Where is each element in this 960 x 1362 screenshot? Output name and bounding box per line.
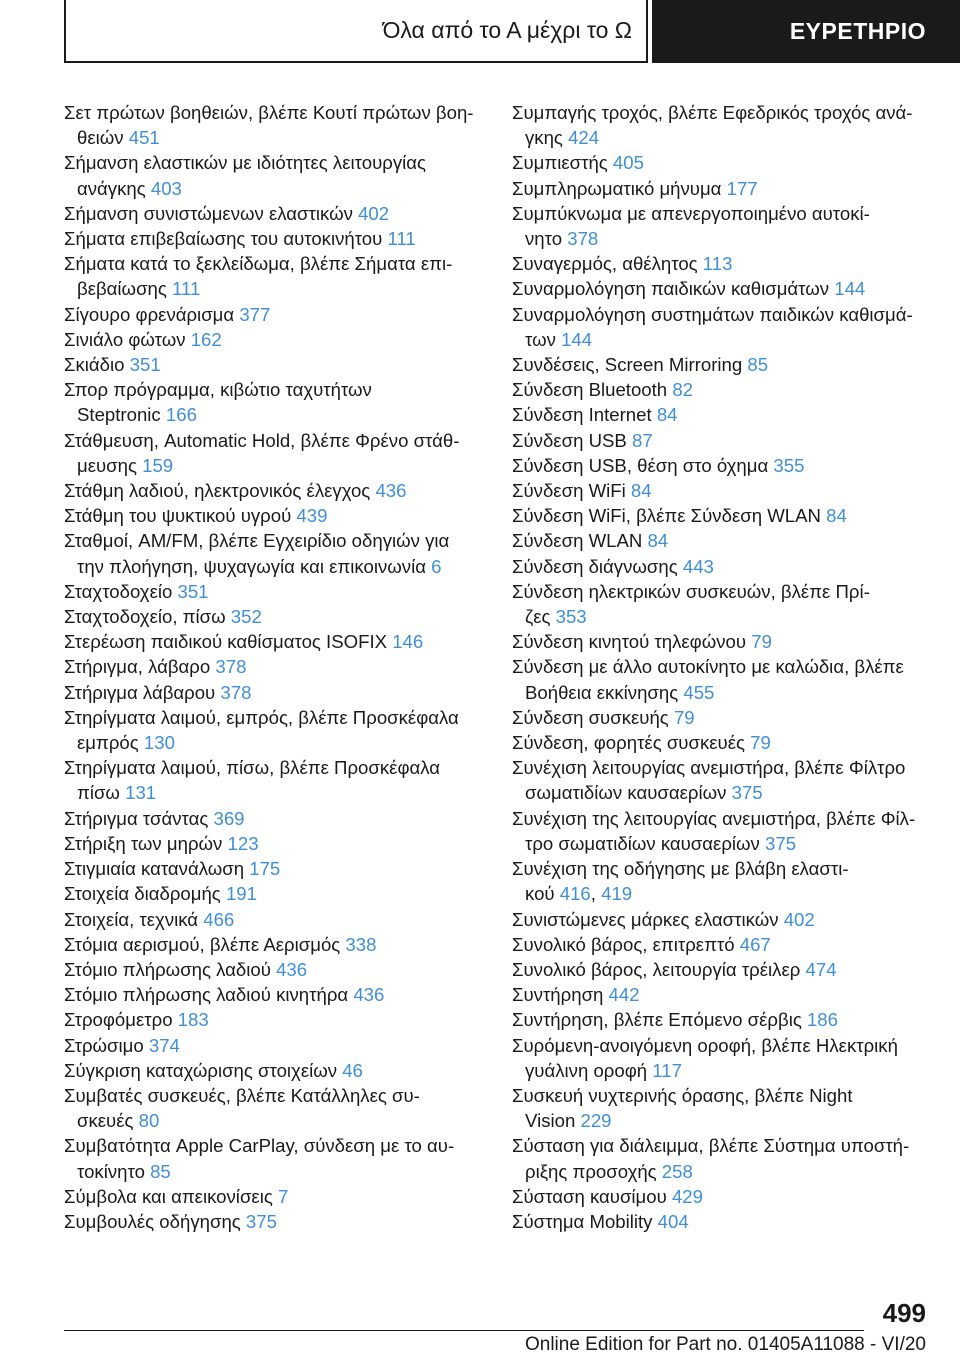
index-term: Σύγκριση καταχώρισης στοιχείων <box>64 1059 343 1081</box>
index-entry <box>512 251 932 276</box>
index-term: Συνιστώμενες μάρκες ελαστικών <box>512 908 784 930</box>
index-term: Σύνδεση ηλεκτρικών συσκευών, βλέπε Πρί‐ ζες <box>512 580 870 628</box>
index-term: Συμβατότητα Apple CarPlay, σύνδεση με το αυ‐ τοκίνητο <box>64 1135 455 1182</box>
page-reference-link[interactable]: 177 <box>726 177 758 199</box>
index-entry <box>64 1083 484 1133</box>
page-reference-link[interactable]: 355 <box>773 454 805 476</box>
index-entry <box>64 1133 484 1183</box>
index-term: Συναγερμός, αθέλητος <box>512 253 703 275</box>
index-term: Σύνδεση USB <box>512 429 632 451</box>
index-entry <box>64 1007 484 1032</box>
index-term: Συναρμολόγηση παιδικών καθισμάτων <box>512 278 835 300</box>
index-term: Σετ πρώτων βοηθειών, βλέπε Κουτί πρώτων βοη‐ θειών <box>64 102 474 149</box>
index-term: Στοιχεία διαδρομής <box>64 883 226 905</box>
index-term: Σινιάλο φώτων <box>64 328 191 350</box>
page-reference-link[interactable]: 404 <box>657 1210 689 1232</box>
page-reference-link[interactable]: 79 <box>750 732 771 754</box>
index-entry <box>512 730 932 755</box>
page-reference-link[interactable]: 258 <box>661 1160 693 1182</box>
page-reference-link[interactable]: 84 <box>647 530 669 552</box>
page-reference-link[interactable]: 123 <box>227 832 259 854</box>
index-entry <box>512 276 932 301</box>
index-term: Σύνδεση WiFi, βλέπε Σύνδεση WLAN <box>512 505 827 527</box>
index-entry <box>64 579 484 604</box>
index-term: Σύσταση για διάλειμμα, βλέπε Σύστημα υποστή‐ ριξης προσοχής <box>512 1135 910 1182</box>
page-reference-link[interactable]: 85 <box>150 1160 171 1182</box>
page-reference-link[interactable]: 474 <box>805 958 837 980</box>
index-term: Σταχτοδοχείο, πίσω <box>64 606 231 628</box>
index-entry <box>64 377 484 427</box>
index-entry <box>64 1033 484 1058</box>
index-term: Συντήρηση, βλέπε Επόμενο σέρβις <box>512 1009 807 1031</box>
index-term: Συμβουλές οδήγησης <box>64 1210 246 1232</box>
index-entry <box>64 478 484 503</box>
index-entry <box>64 226 484 251</box>
index-term: Συνέχιση της λειτουργίας ανεμιστήρα, βλέπε Φίλ‐ τρο σωματιδίων καυσαερίων <box>512 807 916 854</box>
index-entry <box>512 705 932 730</box>
index-term: Συνέχιση λειτουργίας ανεμιστήρα, βλέπε Φίλτρο σωματιδίων καυσαερίων <box>512 757 906 804</box>
header-section-tab[interactable] <box>652 0 960 63</box>
index-entry <box>512 528 932 553</box>
page-reference-link[interactable]: 353 <box>555 606 587 628</box>
index-term: Συμπληρωματικό μήνυμα <box>512 177 727 199</box>
index-entry <box>512 302 932 352</box>
page-reference-link[interactable]: 84 <box>826 505 847 527</box>
index-entry <box>512 150 932 175</box>
page-reference-link[interactable]: 159 <box>142 454 174 476</box>
index-entry <box>64 881 484 906</box>
page-reference-link[interactable]: 186 <box>806 1009 838 1031</box>
index-entry <box>64 201 484 226</box>
index-entry <box>512 554 932 579</box>
index-term: Σκιάδιο <box>64 354 130 376</box>
page-reference-link[interactable]: 378 <box>215 656 247 678</box>
index-entry <box>64 755 484 805</box>
page-reference-link[interactable]: 378 <box>220 681 252 703</box>
page-reference-link[interactable]: 183 <box>177 1009 209 1031</box>
index-entry <box>64 604 484 629</box>
index-term: Σύνδεση κινητού τηλεφώνου <box>512 631 752 653</box>
index-entry <box>64 528 484 578</box>
page-reference-link[interactable]: 84 <box>656 404 678 426</box>
index-term: Συντήρηση <box>512 984 609 1006</box>
page-reference-link[interactable]: 402 <box>358 202 390 224</box>
index-term: Σήμανση ελαστικών με ιδιότητες λειτουργίας ανάγκης <box>64 152 426 199</box>
page-reference-link[interactable]: 429 <box>671 1185 703 1207</box>
index-term: Σταθμοί, AM/FM, βλέπε Εγχειρίδιο οδηγιών για την πλοήγηση, ψυχαγωγία και επικοινωνία <box>64 530 450 577</box>
page-reference-link[interactable]: 82 <box>672 379 694 401</box>
page-reference-link[interactable]: 79 <box>673 706 695 728</box>
index-entry <box>512 1184 932 1209</box>
index-term: Σύνδεση USB, θέση στο όχημα <box>512 454 774 476</box>
index-term: Σύνδεση συσκευής <box>512 706 674 728</box>
index-term: Σήματα επιβεβαίωσης του αυτοκινήτου <box>64 228 388 250</box>
index-entry <box>64 831 484 856</box>
index-entry <box>64 150 484 200</box>
page-reference-link[interactable]: 338 <box>345 933 377 955</box>
index-entry <box>512 755 932 805</box>
page-reference-link[interactable]: 419 <box>601 883 633 905</box>
index-entry <box>64 352 484 377</box>
index-term: Σύνδεση, φορητές συσκευές <box>512 732 751 754</box>
section-label: ΕΥΡΕΤΗΡΙΟ <box>789 18 926 44</box>
page-reference-link[interactable]: 436 <box>375 480 407 502</box>
index-term: Σύνδεση Internet <box>512 404 657 426</box>
page-reference-link[interactable]: 375 <box>245 1210 277 1232</box>
index-term: Στηρίγματα λαιμού, εμπρός, βλέπε Προσκέφαλα εμπρός <box>64 706 459 754</box>
page-reference-link[interactable]: 402 <box>783 908 815 930</box>
index-entry <box>512 402 932 427</box>
index-term: Στήριξη των μηρών <box>64 832 228 854</box>
index-entry <box>64 327 484 352</box>
index-entry <box>64 100 484 150</box>
index-entry <box>64 302 484 327</box>
page-reference-link[interactable]: 467 <box>739 933 771 955</box>
index-term: Συρόμενη-ανοιγόμενη οροφή, βλέπε Ηλεκτρική γυάλινη οροφή <box>512 1034 898 1081</box>
index-term: Σήματα κατά το ξεκλείδωμα, βλέπε Σήματα επι‐ βεβαίωσης <box>64 253 453 300</box>
page-reference-link[interactable]: 79 <box>751 631 772 653</box>
index-entry <box>512 176 932 201</box>
index-term: Συνολικό βάρος, λειτουργία τρέιλερ <box>512 958 806 980</box>
index-entry <box>64 705 484 755</box>
index-term: Σύνδεση Bluetooth <box>512 379 673 401</box>
index-term: Στιγμιαία κατανάλωση <box>64 858 250 880</box>
index-term: Στάθμη λαδιού, ηλεκτρονικός έλεγχος <box>64 480 376 502</box>
index-entry <box>512 1083 932 1133</box>
index-entry <box>512 907 932 932</box>
page-reference-link[interactable]: 416 <box>559 883 591 905</box>
index-term: Συνολικό βάρος, επιτρεπτό <box>512 933 740 955</box>
index-term: Στρώσιμο <box>64 1034 149 1056</box>
page-reference-link[interactable]: 451 <box>128 127 160 149</box>
index-term: Συνδέσεις, Screen Mirroring <box>512 354 748 376</box>
page-reference-link[interactable]: 6 <box>431 555 442 577</box>
index-term: Σύνδεση διάγνωσης <box>512 555 683 577</box>
page-reference-link[interactable]: 113 <box>702 253 733 275</box>
index-entry <box>64 957 484 982</box>
page-reference-link[interactable]: 375 <box>731 782 763 804</box>
page-reference-link[interactable]: 166 <box>165 404 197 426</box>
page-reference-link[interactable]: 403 <box>150 177 182 199</box>
index-entry <box>64 654 484 679</box>
page-reference-link[interactable]: 144 <box>834 278 866 300</box>
page-reference-link[interactable]: 111 <box>387 228 416 250</box>
index-term: Στάθμη του ψυκτικού υγρού <box>64 505 297 527</box>
index-term: Σταχτοδοχείο <box>64 580 178 602</box>
index-term: Σπορ πρόγραμμα, κιβώτιο ταχυτήτων Steptronic <box>64 379 372 426</box>
page-reference-link[interactable]: 175 <box>249 858 281 880</box>
index-entry <box>512 957 932 982</box>
footer-edition: Online Edition for Part no. 01405A11088 - VI/20 <box>524 1334 926 1355</box>
index-term: Στερέωση παιδικού καθίσματος ISOFIX <box>64 631 393 653</box>
header-breadcrumb[interactable] <box>64 0 648 63</box>
page-reference-link[interactable]: 405 <box>612 152 644 174</box>
index-term: Σύμβολα και απεικονίσεις <box>64 1185 278 1207</box>
index-term: Στροφόμετρο <box>64 1009 178 1031</box>
page-reference-link[interactable]: 46 <box>342 1059 363 1081</box>
index-column-left <box>64 100 484 1234</box>
index-term: Στήριγμα λάβαρου <box>64 681 221 703</box>
page-reference-link[interactable]: 229 <box>580 1110 612 1132</box>
index-entry <box>64 251 484 301</box>
page-reference-link[interactable]: 85 <box>747 354 769 376</box>
index-term: Στήριγμα, λάβαρο <box>64 656 216 678</box>
page-reference-link[interactable]: 442 <box>608 984 640 1006</box>
index-entry <box>512 1033 932 1083</box>
index-term: Συμπύκνωμα με απενεργοποιημένο αυτοκί‐ νητο <box>512 202 870 250</box>
index-entry <box>512 629 932 654</box>
index-entry: Συνέχιση της οδήγησης με βλάβη ελαστι‐ κού 416, 419 <box>512 858 849 905</box>
index-entry <box>512 201 932 251</box>
page-reference-link[interactable]: 436 <box>353 984 385 1006</box>
index-entry <box>64 856 484 881</box>
index-entry <box>512 1007 932 1032</box>
index-column-right <box>512 100 932 1234</box>
index-entry <box>512 377 932 402</box>
page-reference-link[interactable]: 439 <box>296 505 328 527</box>
page-reference-link[interactable]: 378 <box>567 228 599 250</box>
page-reference-link[interactable]: 117 <box>652 1059 682 1081</box>
index-term: Στηρίγματα λαιμού, πίσω, βλέπε Προσκέφαλα πίσω <box>64 757 441 804</box>
index-term: Σήμανση συνιστώμενων ελαστικών <box>64 202 359 224</box>
page-reference-link[interactable]: 162 <box>190 328 222 350</box>
page-reference-link[interactable]: 374 <box>148 1034 180 1056</box>
index-entry <box>512 654 932 704</box>
page-reference-link[interactable]: 455 <box>683 681 715 703</box>
index-entry <box>512 932 932 957</box>
page-reference-link[interactable]: 351 <box>177 580 209 602</box>
index-entry <box>512 428 932 453</box>
page-reference-link[interactable]: 424 <box>568 127 600 149</box>
index-term: Σύνδεση WLAN <box>512 530 648 552</box>
index-entry <box>64 680 484 705</box>
page-reference-link[interactable]: 191 <box>225 883 257 905</box>
breadcrumb-label: Όλα από το Α μέχρι το Ω <box>382 17 632 43</box>
index-term: Σύνδεση WiFi <box>512 480 631 502</box>
page-reference-link[interactable]: 7 <box>277 1185 289 1207</box>
index-entry <box>64 806 484 831</box>
index-term: Στοιχεία, τεχνικά <box>64 908 204 930</box>
index-entry <box>64 428 484 478</box>
page-reference-link[interactable]: 84 <box>630 480 652 502</box>
index-entry <box>64 1058 484 1083</box>
page-reference-link[interactable]: 375 <box>765 832 797 854</box>
index-term: Συνέχιση της οδήγησης με βλάβη ελαστι‐ κού <box>512 858 849 905</box>
index-term: Συσκευή νυχτερινής όρασης, βλέπε Night Vision <box>512 1084 853 1132</box>
index-entry <box>64 503 484 528</box>
page-reference-link[interactable]: 144 <box>561 328 593 350</box>
index-entry <box>64 1209 484 1234</box>
index-entry <box>512 100 932 150</box>
page-reference-link[interactable]: 130 <box>143 732 175 754</box>
index-entry <box>512 1209 932 1234</box>
index-entry <box>64 982 484 1007</box>
index-term: Στόμια αερισμού, βλέπε Αερισμός <box>64 933 346 955</box>
footer-divider <box>64 1330 864 1331</box>
page-reference-link[interactable]: 131 <box>125 782 157 804</box>
index-entry <box>64 932 484 957</box>
page-reference-link[interactable]: 369 <box>213 807 245 829</box>
index-term: Σίγουρο φρενάρισμα <box>64 303 240 325</box>
index-term: Συναρμολόγηση συστημάτων παιδικών καθισμά‐ των <box>512 303 913 350</box>
index-entry <box>64 907 484 932</box>
index-entry <box>512 806 932 856</box>
index-term: Σύνδεση με άλλο αυτοκίνητο με καλώδια, βλέπε Βοήθεια εκκίνησης <box>512 656 904 703</box>
page-reference-link[interactable]: 377 <box>239 303 271 325</box>
index-entry <box>512 982 932 1007</box>
index-term: Συμπαγής τροχός, βλέπε Εφεδρικός τροχός ανά‐ γκης <box>512 102 913 149</box>
page-reference-link[interactable]: 436 <box>276 958 308 980</box>
page-reference-link[interactable]: 466 <box>203 908 235 930</box>
index-entry <box>512 579 932 629</box>
index-entry <box>512 1133 932 1183</box>
page-reference-link[interactable]: 80 <box>138 1110 160 1132</box>
index-entry <box>512 453 932 478</box>
page-reference-link[interactable]: 443 <box>682 555 714 577</box>
page-reference-link[interactable]: 111 <box>172 278 201 300</box>
index-term: Στόμιο πλήρωσης λαδιού κινητήρα <box>64 984 354 1006</box>
index-term: Στήριγμα τσάντας <box>64 807 214 829</box>
index-term: Σύσταση καυσίμου <box>512 1185 672 1207</box>
page-number: 499 <box>882 1298 926 1328</box>
index-entry <box>64 629 484 654</box>
index-entry <box>512 503 932 528</box>
index-term: Συμβατές συσκευές, βλέπε Κατάλληλες συ‐ σκευές <box>64 1084 420 1132</box>
index-term: Στόμιο πλήρωσης λαδιού <box>64 958 277 980</box>
index-term: Συμπιεστής <box>512 152 613 174</box>
page-reference-link[interactable]: 87 <box>631 429 653 451</box>
page-reference-link[interactable]: 146 <box>392 631 424 653</box>
index-term: Στάθμευση, Automatic Hold, βλέπε Φρένο στάθ‐ μευσης <box>64 429 460 476</box>
index-entry <box>512 352 932 377</box>
page-reference-link[interactable]: 351 <box>129 354 161 376</box>
index-term: Σύστημα Mobility <box>512 1210 658 1232</box>
index-entry <box>64 1184 484 1209</box>
page-reference-link[interactable]: 352 <box>230 606 262 628</box>
index-entry <box>512 478 932 503</box>
